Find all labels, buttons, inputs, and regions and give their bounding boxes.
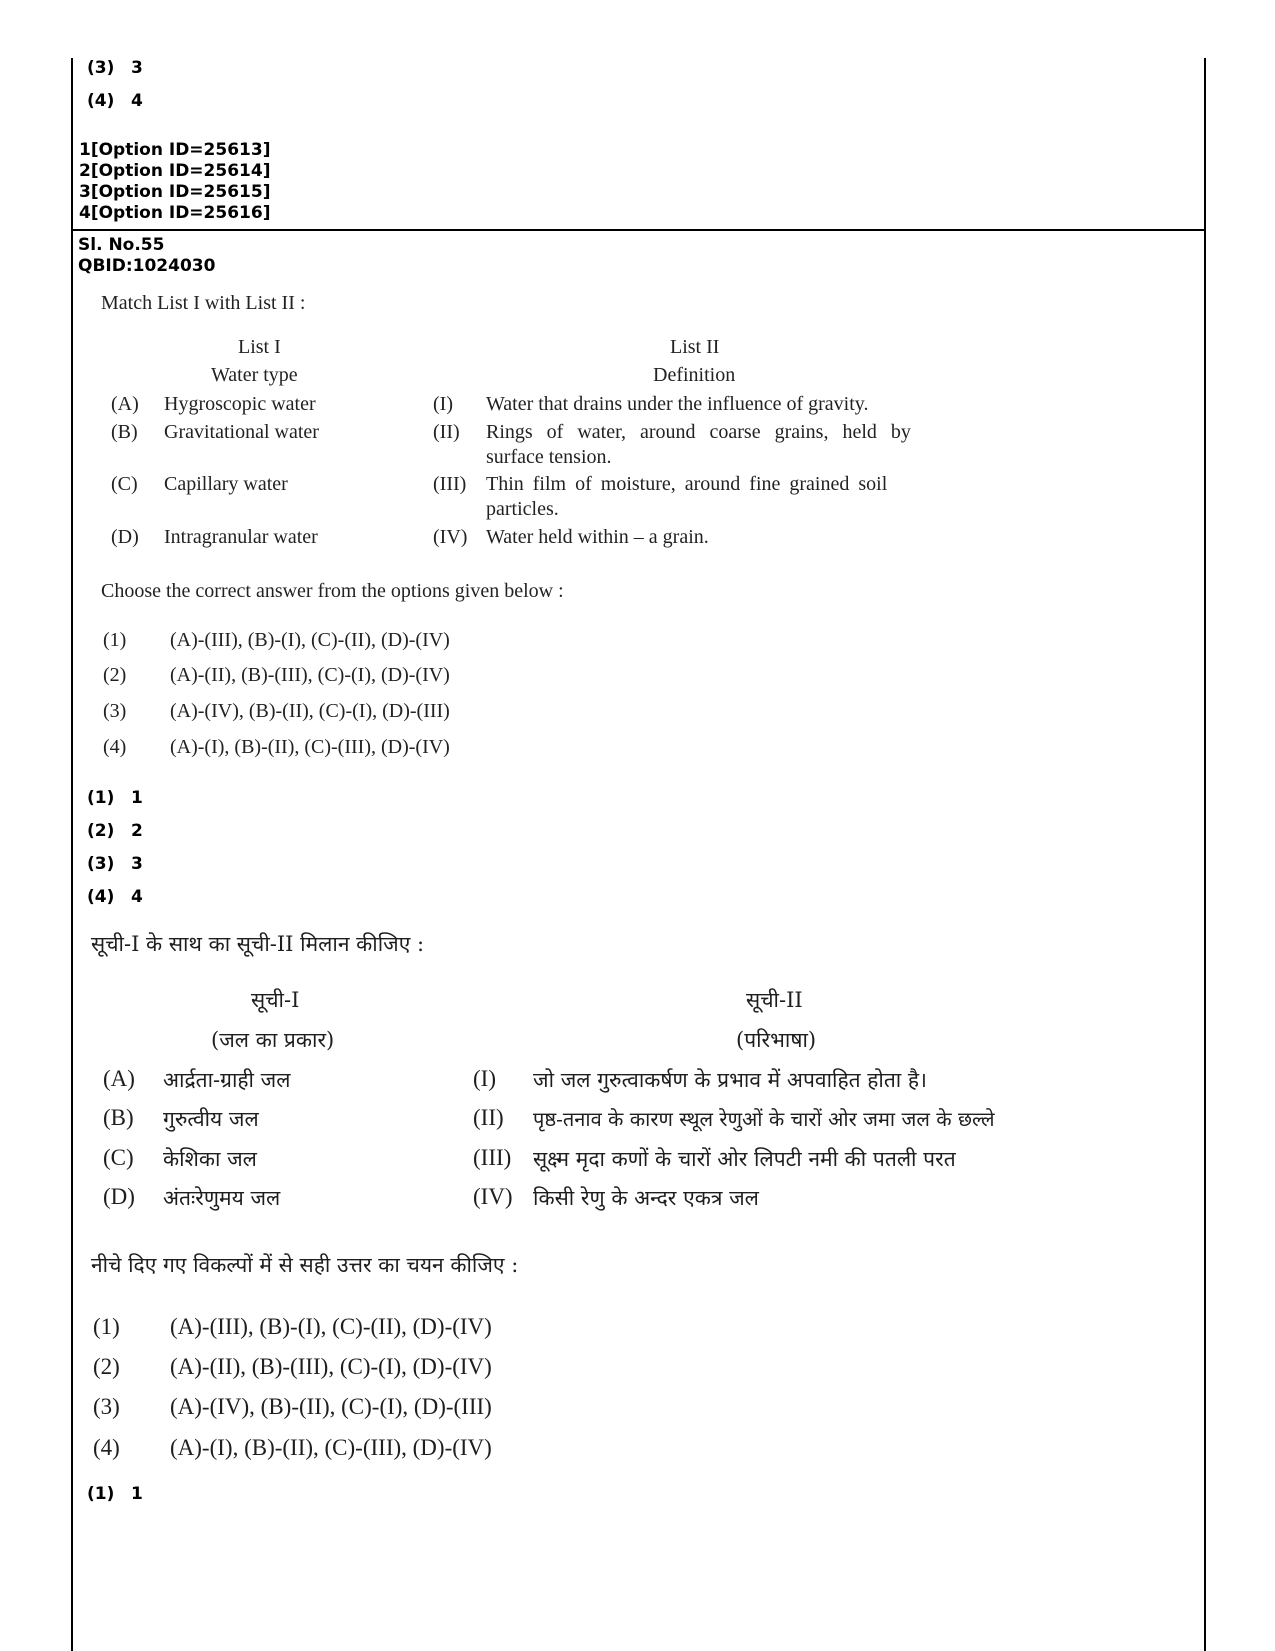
question-prompt-en: Match List I with List II : [101,292,306,314]
list2-title-hi: सूची-II [746,988,803,1012]
option-text: (A)-(IV), (B)-(II), (C)-(I), (D)-(III) [170,1394,492,1419]
option-text: (A)-(III), (B)-(I), (C)-(II), (D)-(IV) [170,629,450,651]
list1-label: (B) [111,421,138,443]
serial-number: Sl. No.55 [78,235,165,255]
answer-number: (2) [87,821,115,841]
list2-subtitle-en: Definition [653,364,736,386]
answer-number: (3) [87,58,115,78]
list1-label: (A) [111,393,139,415]
list1-item: गुरुत्वीय जल [163,1107,259,1131]
option-text: (A)-(IV), (B)-(II), (C)-(I), (D)-(III) [170,700,450,722]
list1-title-hi: सूची-I [251,988,300,1012]
question-bank-id: QBID:1024030 [78,256,216,276]
list1-subtitle-hi: (जल का प्रकार) [211,1028,335,1052]
list1-item: Capillary water [164,473,288,495]
list2-label: (I) [433,393,453,415]
list2-definition: सूक्ष्म मृदा कणों के चारों ओर लिपटी नमी की पतली परत [533,1147,956,1171]
option-text: (A)-(II), (B)-(III), (C)-(I), (D)-(IV) [170,1354,492,1379]
list2-label: (III) [433,473,467,495]
option-text: (A)-(I), (B)-(II), (C)-(III), (D)-(IV) [170,736,450,758]
answer-number: (1) [87,788,115,808]
list1-label: (A) [103,1066,135,1091]
list2-definition-cont: surface tension. [486,446,612,468]
list2-subtitle-hi: (परिभाषा) [736,1028,817,1052]
list1-item: Intragranular water [164,526,318,548]
option-id: 3[Option ID=25615] [79,182,271,202]
question-prompt-hi: सूची-I के साथ का सूची-II मिलान कीजिए : [91,932,425,956]
answer-choice-4[interactable] [87,887,143,907]
option-number: (2) [93,1354,120,1379]
list1-item: Hygroscopic water [164,393,316,415]
answer-value: 1 [131,1484,143,1504]
answer-number: (1) [87,1484,115,1504]
list2-definition-cont: particles. [486,498,559,520]
list2-label: (I) [473,1066,496,1091]
answer-number: (3) [87,854,115,874]
answer-value: 4 [131,91,143,111]
list1-subtitle-en: Water type [211,364,298,386]
answer-value: 4 [131,887,143,907]
list2-label: (IV) [433,526,468,548]
list1-label: (D) [103,1184,135,1209]
answer-choice-2[interactable] [87,821,143,841]
option-number: (4) [103,736,127,758]
list1-label: (B) [103,1105,134,1130]
answer-value: 2 [131,821,143,841]
option-number: (1) [93,1314,120,1339]
answer-value: 3 [131,854,143,874]
list2-label: (II) [473,1105,504,1130]
choose-instruction-en: Choose the correct answer from the options given below : [101,580,564,602]
list2-label: (II) [433,421,460,443]
list2-definition: पृष्ठ-तनाव के कारण स्थूल रेणुओं के चारों ओर जमा जल के छल्ले [533,1107,995,1131]
list1-item: Gravitational water [164,421,319,443]
option-text: (A)-(II), (B)-(III), (C)-(I), (D)-(IV) [170,664,450,686]
list2-definition: Water held within – a grain. [486,526,709,548]
option-number: (1) [103,629,127,651]
answer-number: (4) [87,91,115,111]
list1-label: (C) [111,473,138,495]
list1-title-en: List I [238,336,281,358]
list1-item: अंतःरेणुमय जल [163,1186,281,1210]
option-text: (A)-(III), (B)-(I), (C)-(II), (D)-(IV) [170,1314,492,1339]
list1-item: आर्द्रता-ग्राही जल [163,1068,291,1092]
answer-value: 3 [131,58,143,78]
option-number: (4) [93,1435,120,1460]
question-divider [73,229,1204,231]
option-number: (2) [103,664,127,686]
list1-label: (C) [103,1145,134,1170]
list2-definition: किसी रेणु के अन्दर एकत्र जल [533,1186,759,1210]
answer-choice-4[interactable] [87,91,143,111]
list1-label: (D) [111,526,139,548]
option-number: (3) [93,1394,120,1419]
list2-label: (IV) [473,1184,513,1209]
option-id-list [79,140,270,224]
answer-choice-1[interactable] [87,1484,143,1504]
list2-label: (III) [473,1145,512,1170]
question-frame [71,58,1206,1651]
list1-item: केशिका जल [163,1147,257,1171]
list2-definition: Rings of water, around coarse grains, held by [486,421,911,443]
list2-title-en: List II [670,336,720,358]
answer-choice-1[interactable] [87,788,143,808]
answer-value: 1 [131,788,143,808]
choose-instruction-hi: नीचे दिए गए विकल्पों में से सही उत्तर का चयन कीजिए : [91,1253,519,1277]
list2-definition: Water that drains under the influence of gravity. [486,393,869,415]
list2-definition: Thin film of moisture, around fine grained soil [486,473,888,495]
list2-definition: जो जल गुरुत्वाकर्षण के प्रभाव में अपवाहित होता है। [533,1068,928,1092]
option-number: (3) [103,700,127,722]
answer-number: (4) [87,887,115,907]
option-text: (A)-(I), (B)-(II), (C)-(III), (D)-(IV) [170,1435,492,1460]
option-id: 1[Option ID=25613] [79,140,271,160]
option-id: 4[Option ID=25616] [79,203,271,223]
answer-choice-3[interactable] [87,58,143,78]
option-id: 2[Option ID=25614] [79,161,271,181]
answer-choice-3[interactable] [87,854,143,874]
